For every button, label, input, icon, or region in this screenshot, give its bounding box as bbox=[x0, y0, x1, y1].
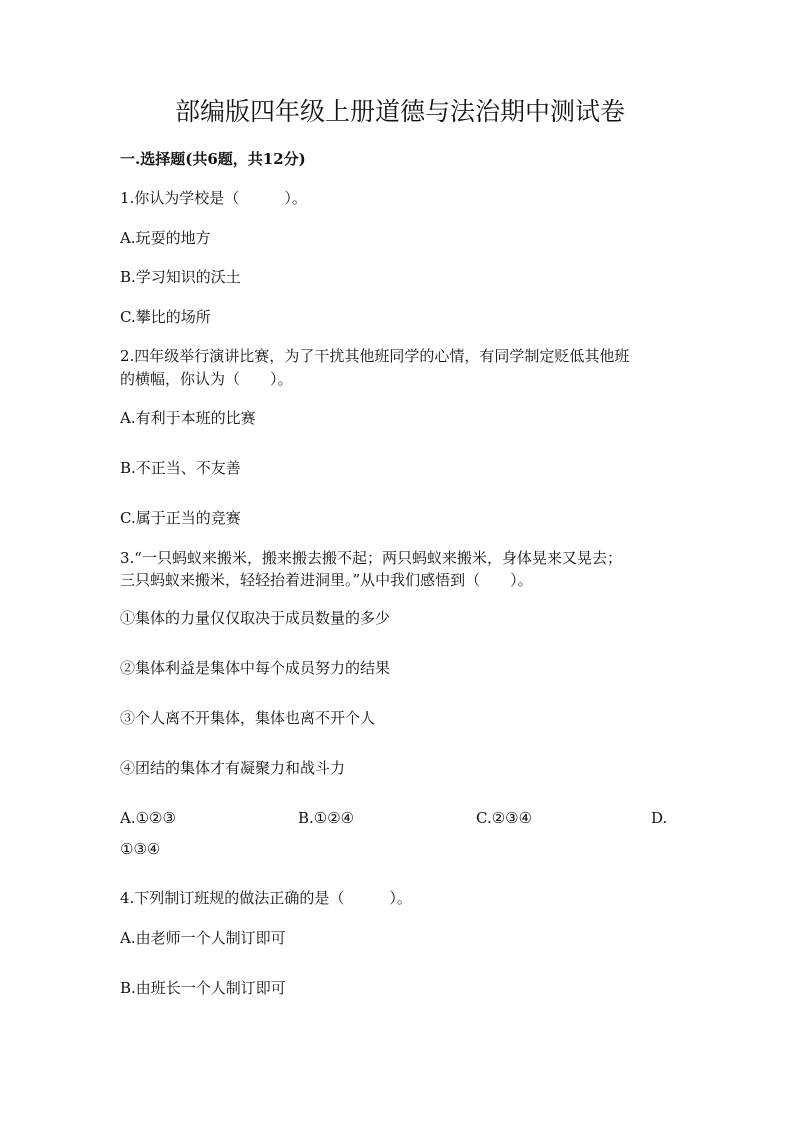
question-2-stem-line-1: 2.四年级举行演讲比赛，为了干扰其他班同学的心情，有同学制定贬低其他班 bbox=[120, 347, 630, 365]
page-title: 部编版四年级上册道德与法治期中测试卷 bbox=[174, 97, 625, 126]
question-4-stem: 4.下列制订班规的做法正确的是（ ）。 bbox=[120, 889, 412, 907]
question-3-option-d-continued: ①③④ bbox=[120, 840, 161, 858]
question-3-statement-1: ①集体的力量仅仅取决于成员数量的多少 bbox=[120, 609, 391, 627]
question-2-option-a: A.有利于本班的比赛 bbox=[120, 409, 256, 427]
question-1-option-b: B.学习知识的沃土 bbox=[120, 268, 241, 286]
question-1-stem: 1.你认为学校是（ ）。 bbox=[120, 189, 307, 207]
question-3-statement-4: ④团结的集体才有凝聚力和战斗力 bbox=[120, 759, 346, 777]
question-4-option-a: A.由老师一个人制订即可 bbox=[120, 929, 286, 947]
question-2-option-c: C.属于正当的竞赛 bbox=[120, 509, 241, 527]
question-3-stem-line-2: 三只蚂蚁来搬米，轻轻抬着进洞里。”从中我们感悟到（ ）。 bbox=[120, 571, 533, 589]
question-3-option-c: C.②③④ bbox=[476, 809, 533, 827]
question-1-option-c: C.攀比的场所 bbox=[120, 308, 211, 326]
question-1-option-a: A.玩耍的地方 bbox=[120, 229, 211, 247]
section-heading: 一.选择题(共6题，共12分) bbox=[120, 150, 306, 168]
question-3-statement-2: ②集体利益是集体中每个成员努力的结果 bbox=[120, 659, 391, 677]
question-3-option-a: A.①②③ bbox=[120, 809, 176, 827]
question-3-option-b: B.①②④ bbox=[298, 809, 355, 827]
question-2-option-b: B.不正当、不友善 bbox=[120, 459, 241, 477]
question-2-stem-line-2: 的横幅，你认为（ ）。 bbox=[120, 370, 293, 388]
question-4-option-b: B.由班长一个人制订即可 bbox=[120, 979, 286, 997]
question-3-option-d: D. bbox=[651, 809, 668, 827]
question-3-stem-line-1: 3.“一只蚂蚁来搬米，搬来搬去搬不起；两只蚂蚁来搬米，身体晃来又晃去； bbox=[120, 549, 622, 567]
question-3-statement-3: ③个人离不开集体，集体也离不开个人 bbox=[120, 709, 376, 727]
